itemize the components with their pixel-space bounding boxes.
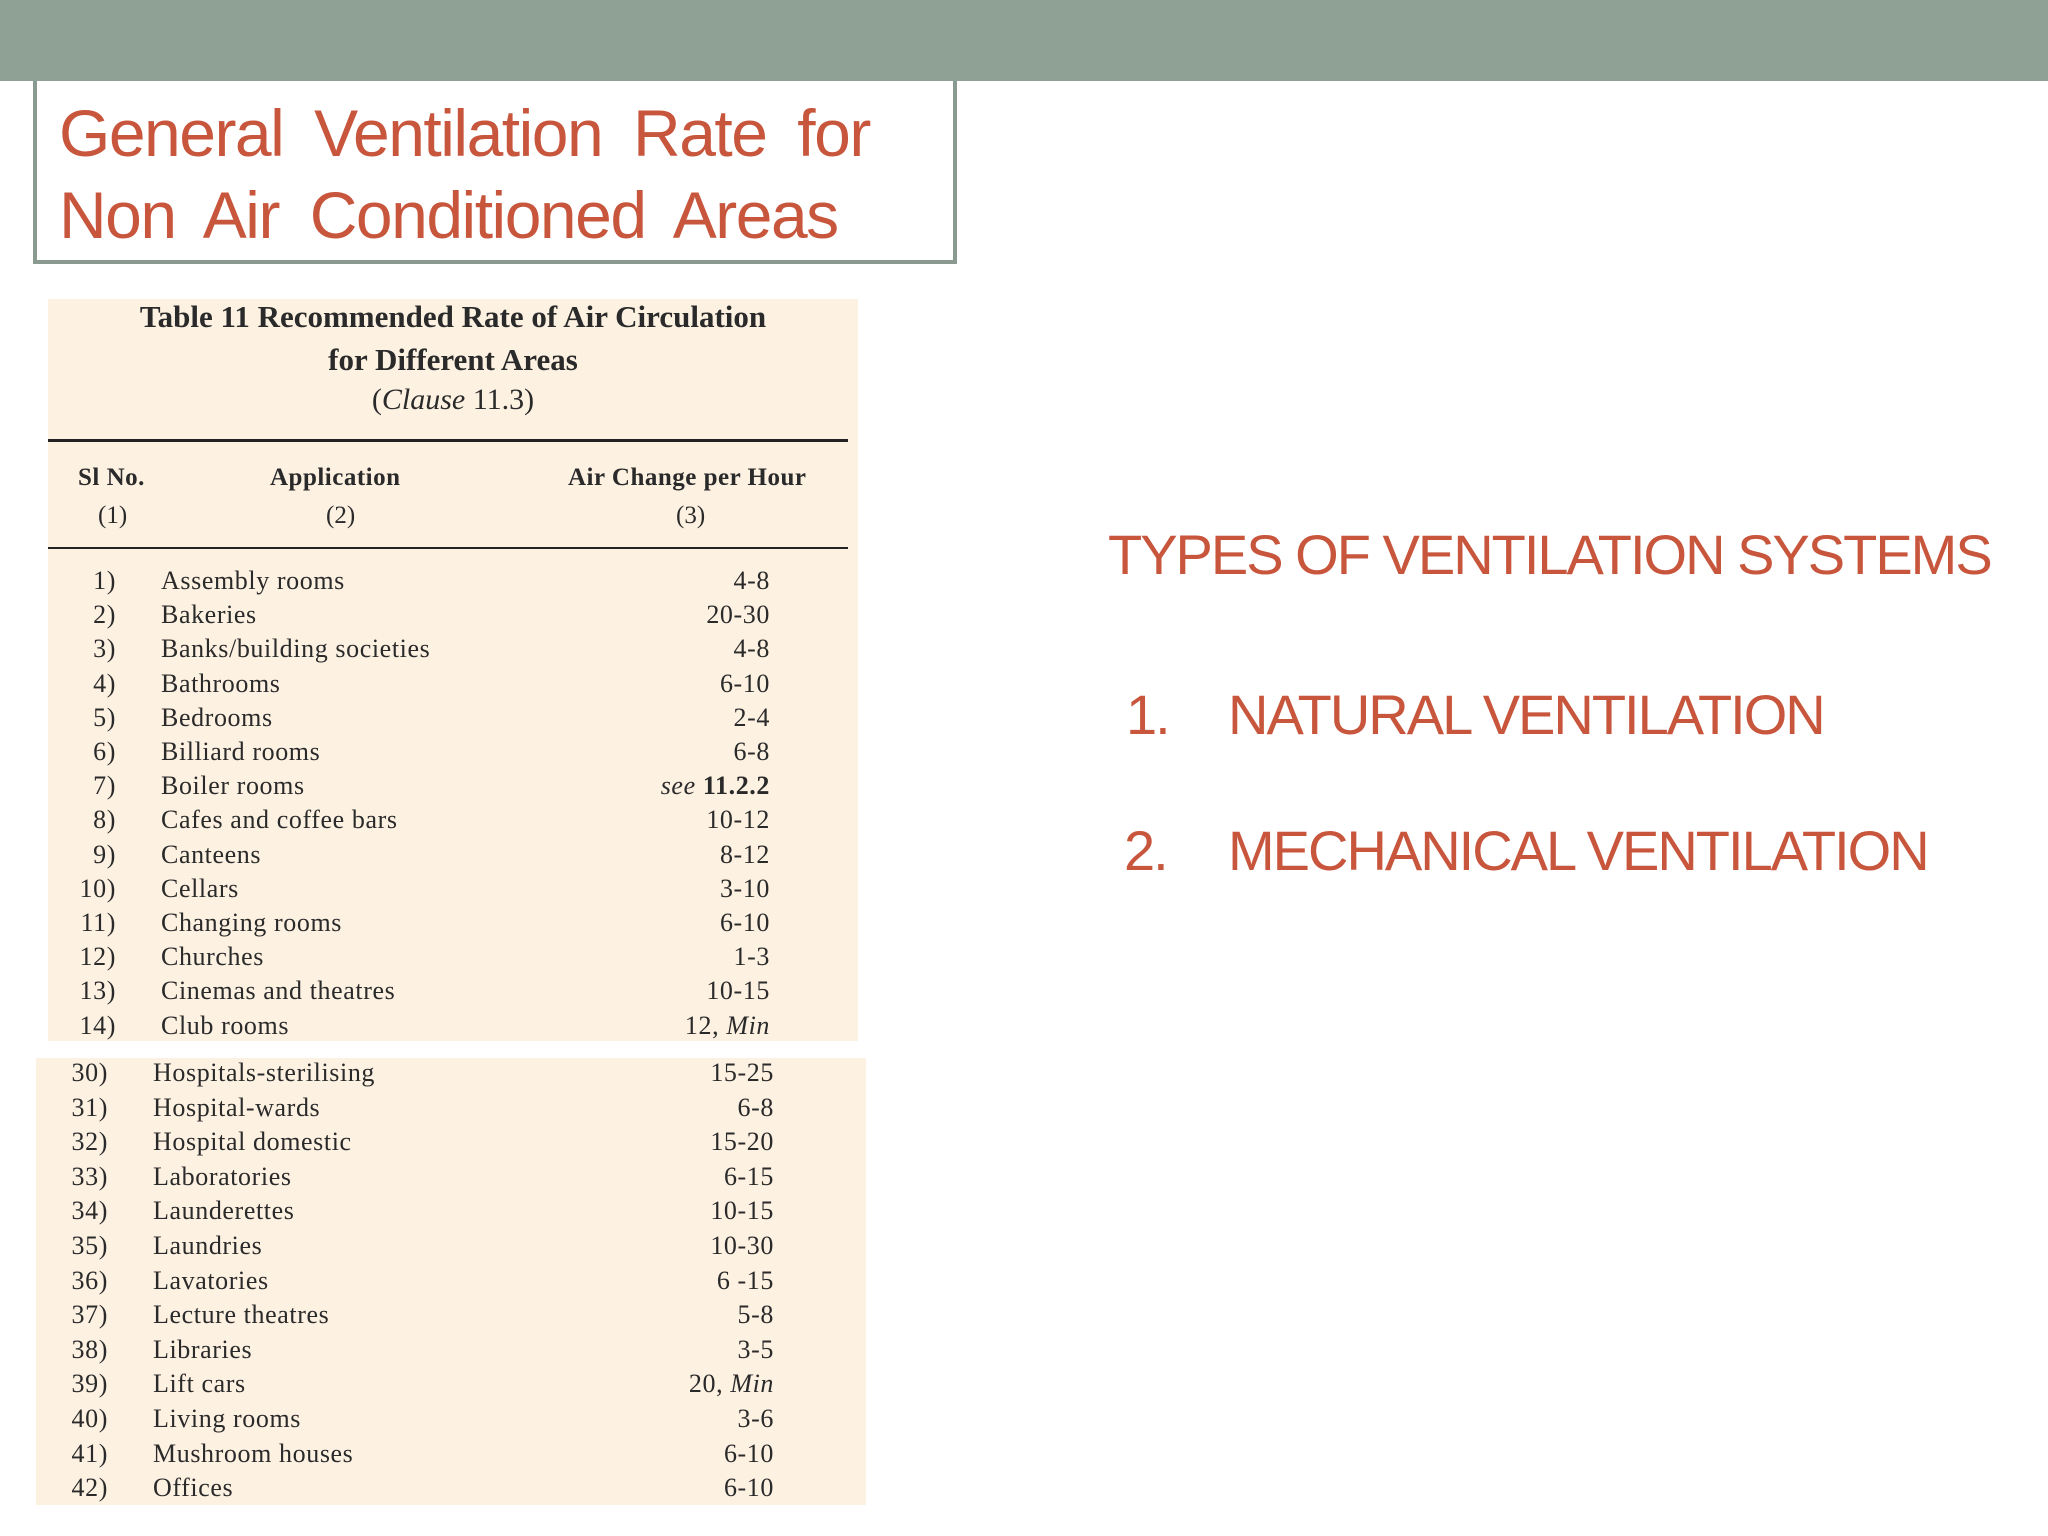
row-air-change-value: 15-25 bbox=[710, 1058, 774, 1087]
table-row bbox=[48, 566, 858, 600]
row-air-change-value: 15-20 bbox=[710, 1127, 774, 1157]
row-air-change bbox=[48, 805, 770, 835]
row-number: 1) bbox=[93, 566, 116, 595]
row-air-change bbox=[48, 669, 770, 699]
row-application: Lavatories bbox=[153, 1265, 269, 1295]
row-number: 6) bbox=[93, 737, 116, 766]
row-air-change-value: 12, bbox=[684, 1010, 720, 1040]
row-air-change-value: 10-12 bbox=[706, 805, 770, 835]
table-row bbox=[36, 1058, 846, 1092]
table-row bbox=[48, 942, 858, 976]
row-air-change bbox=[36, 1162, 774, 1192]
row-application: Assembly rooms bbox=[161, 566, 345, 595]
row-application: Hospital domestic bbox=[153, 1127, 352, 1157]
row-air-change-value: 3-5 bbox=[737, 1334, 774, 1364]
row-number: 8) bbox=[93, 805, 116, 835]
row-application: Laundries bbox=[153, 1231, 263, 1260]
table-row bbox=[48, 1011, 858, 1045]
row-application: Churches bbox=[161, 942, 264, 972]
type-1-label: NATURAL VENTILATION bbox=[1228, 683, 1824, 746]
row-air-change-value: 6-10 bbox=[723, 1473, 774, 1503]
table-row bbox=[36, 1473, 846, 1505]
row-air-change bbox=[48, 908, 770, 938]
row-application: Cellars bbox=[161, 873, 239, 903]
row-application: Bathrooms bbox=[161, 668, 281, 698]
slide-title-line-2: Non Air Conditioned Areas bbox=[59, 178, 838, 252]
row-number: 34) bbox=[71, 1196, 108, 1226]
row-air-change bbox=[48, 942, 770, 972]
row-air-change bbox=[48, 737, 770, 767]
row-air-change-value: 6-10 bbox=[719, 908, 770, 937]
table-row bbox=[48, 874, 858, 908]
table-row bbox=[48, 737, 858, 771]
row-number: 12) bbox=[79, 942, 116, 972]
row-air-change bbox=[48, 634, 770, 664]
row-application: Bakeries bbox=[161, 600, 257, 630]
table-row bbox=[36, 1231, 846, 1265]
row-number: 32) bbox=[71, 1127, 108, 1157]
row-air-change bbox=[36, 1058, 774, 1088]
top-header-bar bbox=[0, 0, 2048, 81]
row-number: 36) bbox=[71, 1265, 108, 1295]
row-application: Boiler rooms bbox=[161, 771, 305, 801]
table-row bbox=[48, 805, 858, 839]
row-application: Lift cars bbox=[153, 1369, 246, 1399]
header-num-1: (1) bbox=[98, 502, 128, 529]
table-row bbox=[36, 1439, 846, 1473]
row-application: Libraries bbox=[153, 1334, 253, 1364]
row-air-change-value: 20, bbox=[688, 1369, 724, 1399]
row-application: Cafes and coffee bars bbox=[161, 805, 398, 835]
row-air-change bbox=[36, 1127, 774, 1157]
row-application: Hospitals-sterilising bbox=[153, 1058, 376, 1087]
row-air-change-value: 6-8 bbox=[733, 737, 770, 766]
row-application: Cinemas and theatres bbox=[161, 976, 396, 1006]
row-application: Billiard rooms bbox=[161, 737, 321, 766]
row-air-change bbox=[36, 1093, 774, 1123]
row-air-change-value: 6-8 bbox=[737, 1092, 774, 1122]
table-row bbox=[48, 669, 858, 703]
row-air-change bbox=[48, 566, 770, 596]
row-application: Offices bbox=[153, 1473, 234, 1503]
table-row bbox=[48, 771, 858, 805]
row-number: 33) bbox=[71, 1161, 108, 1191]
table-row bbox=[36, 1266, 846, 1300]
row-number: 11) bbox=[80, 908, 116, 937]
row-air-change-value: 1-3 bbox=[733, 942, 770, 972]
header-sl-no: Sl No. bbox=[78, 464, 145, 491]
row-air-change-value: 10-15 bbox=[706, 976, 770, 1006]
row-air-change-value: 2-4 bbox=[733, 702, 770, 732]
type-2-number: 2. bbox=[1124, 819, 1167, 882]
table-row bbox=[48, 908, 858, 942]
table-row bbox=[36, 1335, 846, 1369]
header-application: Application bbox=[270, 464, 401, 491]
row-air-change bbox=[36, 1335, 774, 1365]
row-application: Hospital-wards bbox=[153, 1092, 321, 1122]
row-air-change bbox=[36, 1300, 774, 1330]
row-air-change-value: 6 -15 bbox=[716, 1265, 774, 1295]
row-application: Banks/building societies bbox=[161, 634, 431, 664]
table-clause: (Clause 11.3) bbox=[371, 383, 535, 416]
row-number: 4) bbox=[93, 668, 116, 698]
row-number: 39) bbox=[71, 1369, 108, 1399]
ventilation-table-top bbox=[48, 299, 858, 1041]
row-air-change-value: 8-12 bbox=[719, 839, 770, 869]
row-number: 38) bbox=[71, 1334, 108, 1364]
header-num-2: (2) bbox=[326, 502, 356, 529]
row-air-change bbox=[36, 1404, 774, 1434]
row-air-change bbox=[48, 1011, 770, 1041]
row-number: 2) bbox=[93, 600, 116, 630]
type-1-number: 1. bbox=[1126, 683, 1169, 746]
row-number: 5) bbox=[93, 702, 116, 732]
row-number: 31) bbox=[71, 1092, 108, 1122]
row-application: Bedrooms bbox=[161, 702, 273, 732]
row-air-change-value: 4-8 bbox=[733, 566, 770, 595]
row-air-change bbox=[48, 703, 770, 733]
row-air-change-value: 3-6 bbox=[737, 1404, 774, 1433]
row-number: 3) bbox=[93, 634, 116, 664]
row-number: 37) bbox=[71, 1300, 108, 1330]
row-air-change-value: 6-10 bbox=[719, 668, 770, 698]
row-air-change-value: 6-15 bbox=[723, 1161, 774, 1191]
table-row bbox=[36, 1196, 846, 1230]
type-2-label: MECHANICAL VENTILATION bbox=[1228, 819, 1928, 882]
row-number: 35) bbox=[71, 1231, 108, 1260]
row-number: 13) bbox=[79, 976, 116, 1006]
row-application: Living rooms bbox=[153, 1404, 302, 1433]
row-air-change-value: 5-8 bbox=[737, 1300, 774, 1330]
row-application: Mushroom houses bbox=[153, 1438, 354, 1468]
table-row bbox=[36, 1369, 846, 1403]
row-air-change bbox=[36, 1439, 774, 1469]
row-air-change bbox=[36, 1231, 774, 1261]
row-air-change bbox=[48, 840, 770, 870]
row-application: Laboratories bbox=[153, 1161, 292, 1191]
row-number: 14) bbox=[79, 1010, 116, 1040]
row-air-change bbox=[36, 1266, 774, 1296]
row-air-change-value: 10-15 bbox=[710, 1196, 774, 1226]
row-application: Club rooms bbox=[161, 1010, 290, 1040]
table-row bbox=[48, 840, 858, 874]
row-number: 41) bbox=[71, 1438, 108, 1468]
ventilation-table-bottom bbox=[36, 1058, 866, 1505]
row-number: 10) bbox=[79, 873, 116, 903]
row-air-change-value: 4-8 bbox=[733, 634, 770, 664]
table-row bbox=[36, 1300, 846, 1334]
title-box bbox=[33, 81, 957, 264]
header-air-change: Air Change per Hour bbox=[568, 464, 807, 491]
row-number: 7) bbox=[93, 771, 116, 801]
table-row bbox=[48, 600, 858, 634]
table-row bbox=[48, 703, 858, 737]
table-row bbox=[36, 1127, 846, 1161]
row-air-change-suffix: Min bbox=[730, 1369, 774, 1399]
row-application: Launderettes bbox=[153, 1196, 295, 1226]
slide-title-line-1: General Ventilation Rate for bbox=[59, 96, 870, 170]
row-number: 42) bbox=[71, 1473, 108, 1503]
row-air-change-value: 6-10 bbox=[723, 1438, 774, 1468]
row-air-change bbox=[36, 1369, 774, 1399]
types-heading: TYPES OF VENTILATION SYSTEMS bbox=[1108, 523, 1991, 586]
row-air-change bbox=[48, 976, 770, 1006]
row-air-change bbox=[48, 600, 770, 630]
table-row bbox=[36, 1404, 846, 1438]
row-air-change-suffix: Min bbox=[726, 1010, 770, 1040]
row-air-change-value: 10-30 bbox=[710, 1231, 774, 1260]
row-air-change bbox=[36, 1473, 774, 1503]
row-air-change-value: 20-30 bbox=[706, 600, 770, 630]
table-row bbox=[48, 976, 858, 1010]
table-rule-header bbox=[48, 547, 848, 549]
row-air-change-value: 11.2.2 bbox=[702, 771, 770, 801]
table-caption-line-1: Table 11 Recommended Rate of Air Circulation bbox=[139, 299, 767, 334]
row-application: Lecture theatres bbox=[153, 1300, 330, 1330]
table-rule-top bbox=[48, 439, 848, 442]
row-application: Canteens bbox=[161, 839, 262, 869]
row-number: 30) bbox=[71, 1058, 108, 1087]
table-row bbox=[36, 1093, 846, 1127]
row-air-change bbox=[36, 1196, 774, 1226]
row-number: 40) bbox=[71, 1404, 108, 1433]
row-air-change-value: 3-10 bbox=[719, 873, 770, 903]
row-number: 9) bbox=[93, 839, 116, 869]
table-row bbox=[36, 1162, 846, 1196]
row-air-change bbox=[48, 771, 770, 801]
row-air-change-prefix: see bbox=[660, 771, 696, 801]
table-caption-line-2: for Different Areas bbox=[328, 342, 578, 377]
header-num-3: (3) bbox=[676, 502, 706, 529]
row-application: Changing rooms bbox=[161, 908, 343, 937]
table-row bbox=[48, 634, 858, 668]
row-air-change bbox=[48, 874, 770, 904]
